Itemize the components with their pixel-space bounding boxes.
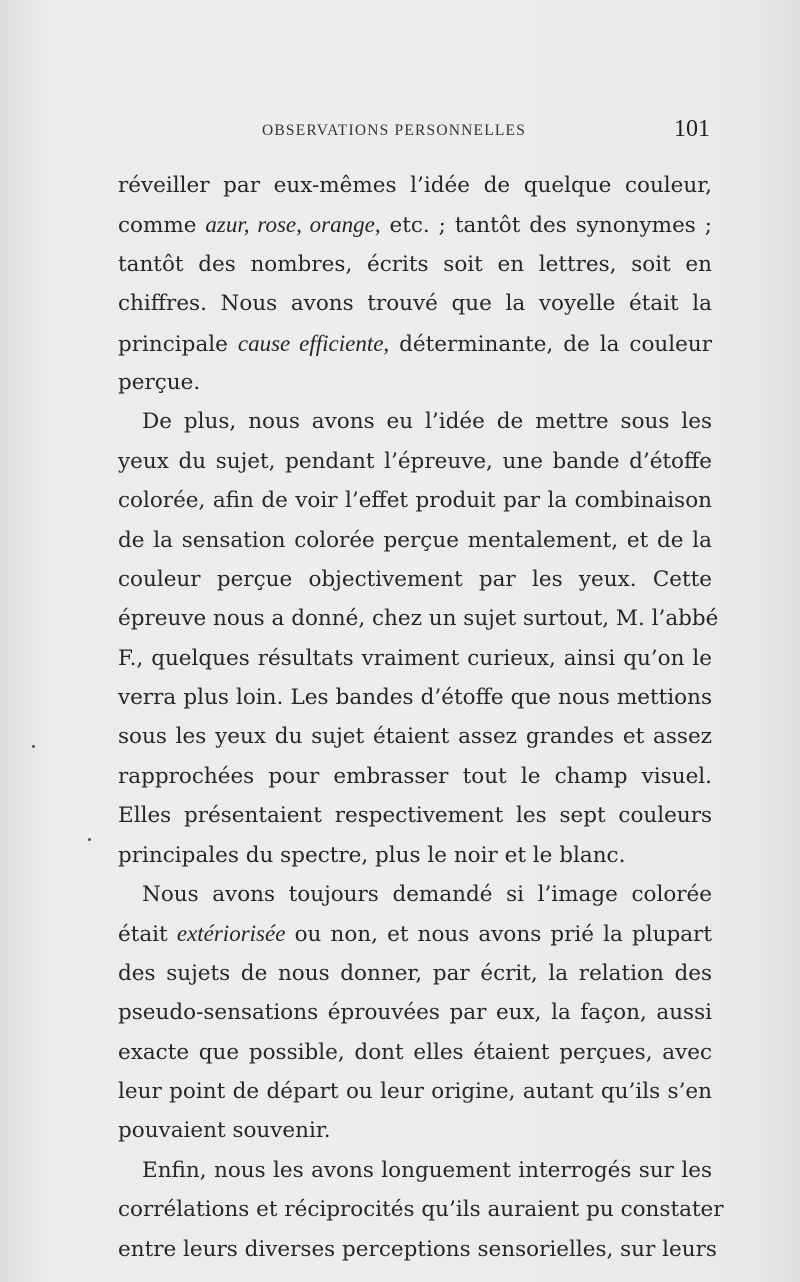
italic-term: extériorisée: [176, 921, 286, 947]
text-line: leur point de départ ou leur origine, autant qu’ils s’en: [118, 1078, 712, 1104]
text-line: exacte que possible, dont elles étaient perçues, avec: [118, 1039, 712, 1065]
text-line: rapprochées pour embrasser tout le champ visuel.: [118, 763, 712, 789]
text-line: de la sensation colorée perçue mentalement, et de la: [118, 527, 712, 553]
body-text: [118, 166, 724, 1269]
page-number: 101: [674, 116, 710, 142]
text-line: perçue.: [118, 369, 201, 395]
text-line: yeux du sujet, pendant l’épreuve, une bande d’étoffe: [118, 448, 712, 474]
text-line: pseudo-sensations éprouvées par eux, la façon, aussi: [118, 1000, 712, 1026]
text-line: Nous avons toujours demandé si l’image colorée: [142, 882, 712, 908]
text-line: verra plus loin. Les bandes d’étoffe que nous mettions: [118, 685, 712, 711]
text-line: des sujets de nous donner, par écrit, la relation des: [118, 960, 712, 986]
text-line: chiffres. Nous avons trouvé que la voyelle était la: [118, 291, 712, 317]
text-line: épreuve nous a donné, chez un sujet surtout, M. l’abbé: [118, 606, 719, 632]
text-line: comme azur, rose, orange, etc. ; tantôt des synonymes ;: [118, 212, 712, 239]
italic-term: azur, rose, orange,: [205, 212, 381, 238]
text-line: tantôt des nombres, écrits soit en lettres, soit en: [118, 251, 712, 277]
text-line: corrélations et réciprocités qu’ils auraient pu constater: [118, 1197, 724, 1223]
text-line: principale cause efficiente, déterminante, de la couleur: [118, 330, 712, 357]
text-line: colorée, afin de voir l’effet produit par la combinaison: [118, 488, 712, 514]
text-line: était extériorisée ou non, et nous avons prié la plupart: [118, 921, 712, 948]
running-head: [118, 116, 710, 146]
print-speck: [88, 838, 91, 841]
text-line: Enfin, nous les avons longuement interrogés sur les: [142, 1157, 712, 1183]
text-line: principales du spectre, plus le noir et le blanc.: [118, 842, 626, 868]
text-line: couleur perçue objectivement par les yeux. Cette: [118, 566, 712, 592]
running-title: OBSERVATIONS PERSONNELLES: [262, 122, 527, 139]
text-line: De plus, nous avons eu l’idée de mettre sous les: [142, 409, 712, 435]
print-speck: [32, 745, 35, 748]
text-line: pouvaient souvenir.: [118, 1118, 331, 1144]
text-line: F., quelques résultats vraiment curieux, ainsi qu’on le: [118, 645, 712, 671]
text-line: réveiller par eux-mêmes l’idée de quelque couleur,: [118, 173, 712, 198]
text-line: sous les yeux du sujet étaient assez grandes et assez: [118, 724, 712, 750]
text-line: Elles présentaient respectivement les sept couleurs: [118, 803, 712, 829]
text-line: entre leurs diverses perceptions sensorielles, sur leurs: [118, 1236, 717, 1262]
italic-term: cause efficiente,: [237, 330, 390, 356]
